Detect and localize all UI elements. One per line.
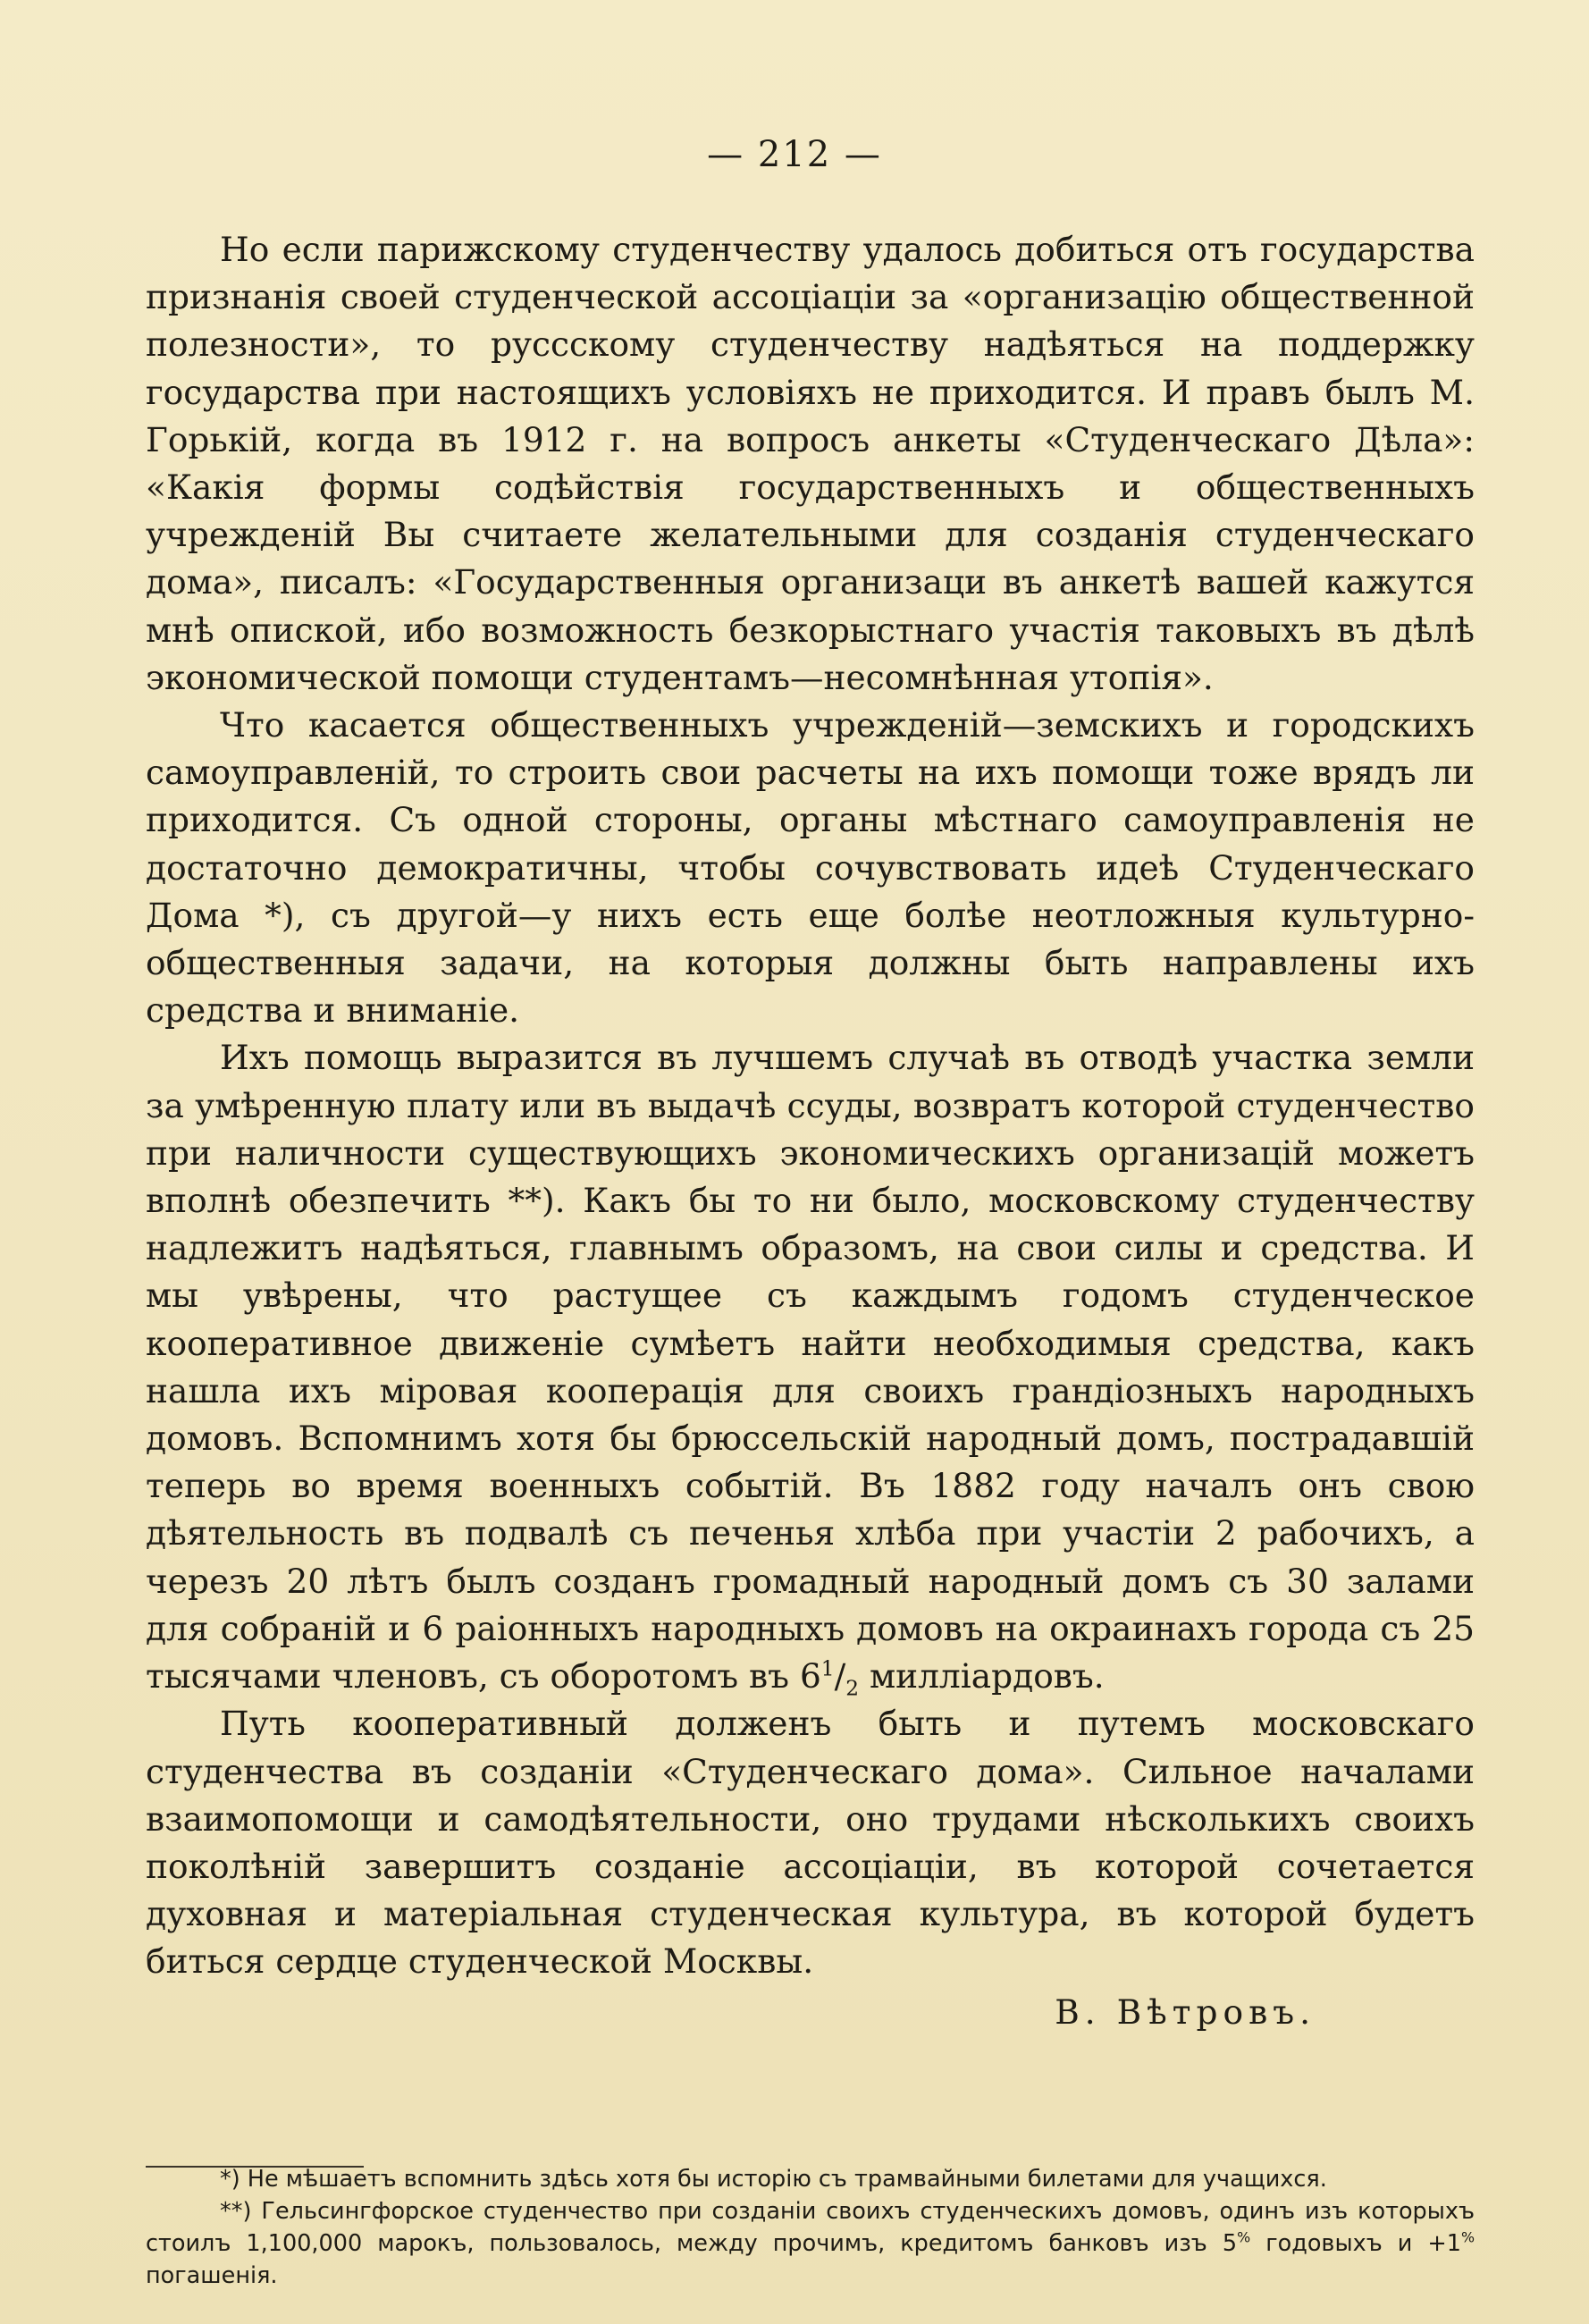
- paragraph-4: Путь кооперативный долженъ быть и путемъ московскаго студенчества въ созданіи «Студенческаго дома». Сильное началами взаимопомощи и самодѣятельности, оно трудами нѣсколькихъ своихъ поколѣній завершитъ созданіе ассоціаціи, въ которой сочетается духовная и матеріальная студенческая культура, въ которой будетъ биться сердце студенческой Москвы.: [146, 1704, 1475, 1982]
- footnote-end: погашенія.: [146, 2262, 278, 2289]
- percent-b: %: [1461, 2228, 1476, 2246]
- fraction-after: милліардовъ.: [859, 1656, 1105, 1697]
- rate-a: 5: [1222, 2230, 1238, 2257]
- author-signature: В. Вѣтровъ.: [1055, 1991, 1316, 2032]
- footnotes: [146, 2163, 1475, 2292]
- footnote-mid: годовыхъ и: [1250, 2230, 1428, 2257]
- footnote-1: *) Не мѣшаетъ вспомнить здѣсь хотя бы исторію съ трамвайными билетами для учащихся.: [220, 2166, 1327, 2193]
- percent-a: %: [1237, 2228, 1251, 2246]
- paragraph-2: Что касается общественныхъ учрежденій—земскихъ и городскихъ самоуправленій, то строить свои расчеты на ихъ помощи тоже врядъ ли приходится. Съ одной стороны, органы мѣстнаго самоуправленія не достаточно демократичны, чтобы сочувствовать идеѣ Студенческаго Дома *), съ другой—у нихъ есть еще болѣе неотложныя культурно-общественныя задачи, на которыя должны быть направлены ихъ средства и вниманіе.: [146, 705, 1475, 1031]
- article-body: [146, 226, 1475, 2038]
- footnote-2: [146, 2195, 1475, 2292]
- paragraph-3-text: Ихъ помощь выразится въ лучшемъ случаѣ въ отводѣ участка земли за умѣренную плату или въ выдачѣ ссуды, возвратъ которой студенчество при наличности существующихъ экономическихъ организацій можетъ вполнѣ обезпечить **). Какъ бы то ни было, московскому студенчеству надлежитъ надѣяться, главнымъ образомъ, на свои силы и средства. И мы увѣрены, что растущее съ каждымъ годомъ студенческое кооперативное движеніе сумѣетъ найти необходимыя средства, какъ нашла ихъ міровая кооперація для своихъ грандіозныхъ народныхъ домовъ. Вспомнимъ хотя бы брюссельскій народный домъ, пострадавшій теперь во время военныхъ событій. Въ 1882 году началъ онъ свою дѣятельность въ подвалѣ съ печенья хлѣба при участіи 2 рабочихъ, а черезъ 20 лѣтъ былъ созданъ громадный народный домъ съ 30 залами для собраній и 6 раіонныхъ народныхъ домовъ на окраинахъ города съ 25 тысячами членовъ, съ оборотомъ въ: [146, 1038, 1475, 1697]
- fraction-numerator: 1: [820, 1656, 835, 1681]
- paragraph-3: [146, 1034, 1475, 1700]
- rate-b: +1: [1427, 2230, 1462, 2257]
- fraction-slash: /: [834, 1656, 846, 1697]
- page-number: — 212 —: [707, 134, 882, 175]
- paragraph-1: Но если парижскому студенчеству удалось добиться отъ государства признанія своей студенческой ассоціаціи за «организацію общественной полезности», то руссскому студенчеству надѣяться на поддержку государства при настоящихъ условіяхъ не приходится. И правъ былъ М. Горькій, когда въ 1912 г. на вопросъ анкеты «Студенческаго Дѣла»: «Какія формы содѣйствія государственныхъ и общественныхъ учрежденій Вы считаете желательными для созданія студенческаго дома», писалъ: «Государственныя организаци въ анкетѣ вашей кажутся мнѣ опиской, ибо возможность безкорыстнаго участія таковыхъ въ дѣлѣ экономической помощи студентамъ—несомнѣнная утопія».: [146, 230, 1475, 697]
- footnote-2-text: **) Гельсингфорское студенчество при созданіи своихъ студенческихъ домовъ, одинъ изъ которыхъ стоилъ 1,100,000 марокъ, пользовалось, между прочимъ, кредитомъ банковъ изъ: [146, 2198, 1475, 2257]
- fraction-whole: 6: [799, 1656, 821, 1697]
- fraction-denominator: 2: [845, 1676, 860, 1701]
